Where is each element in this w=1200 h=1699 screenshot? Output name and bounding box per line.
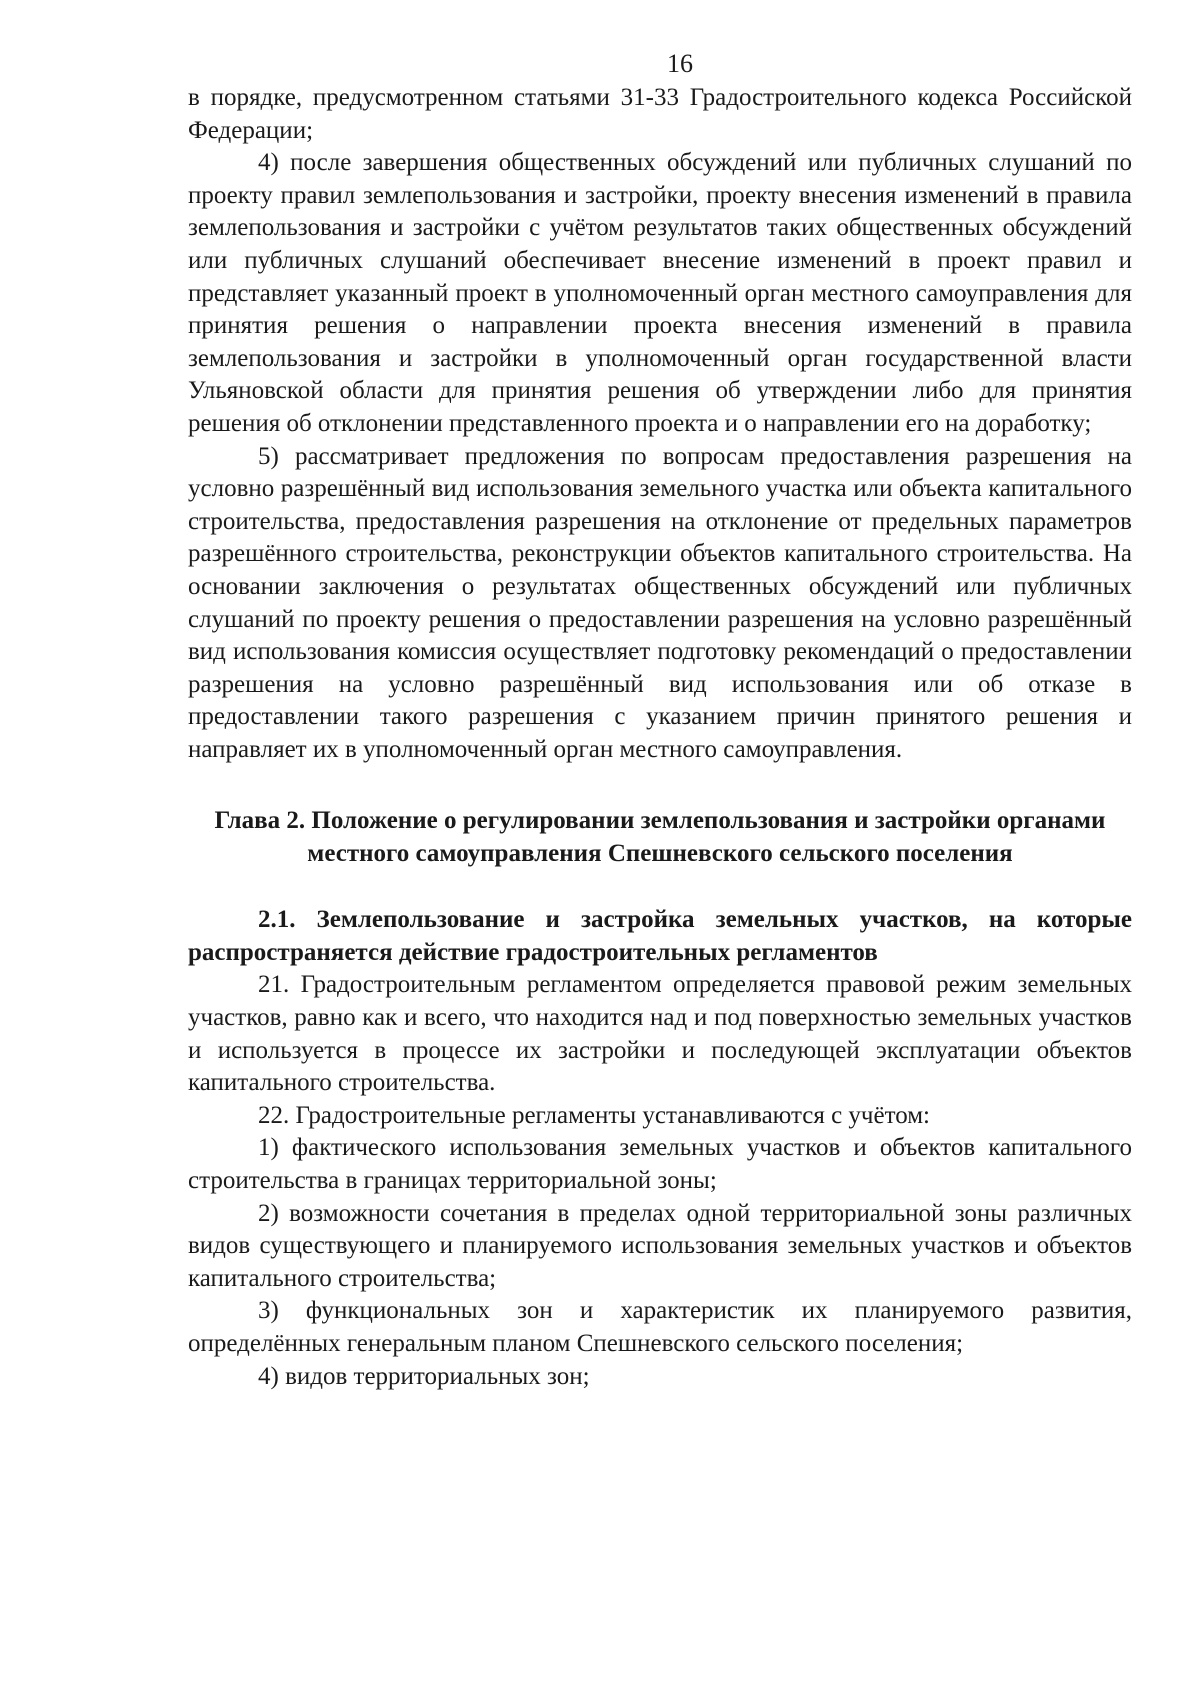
section-title: 2.1. Землепользование и застройка земельных участков, на которые распространяется действие градостроительных регламентов: [188, 906, 1132, 967]
paragraph-item-4: 4) после завершения общественных обсуждений или публичных слушаний по проекту правил землепользования и застройки, проекту внесения изменений в правила землепользования и застройки с учётом результатов таких общественных обсуждений или публичных слушаний обеспечивает внесение изменений в проект правил и представляет указанный проект в уполномоченный орган местного самоуправления для принятия решения о направлении проекта внесения изменений в правила землепользования и застройки в уполномоченный орган государственной власти Ульяновской области для принятия решения об утверждении либо для принятия решения об отклонении представленного проекта и о направлении его на доработку;: [188, 149, 1132, 437]
paragraph-22: 22. Градостроительные регламенты устанавливаются с учётом:: [258, 1101, 930, 1129]
list-item-1: 1) фактического использования земельных участков и объектов капитального строительства в границах территориальной зоны;: [188, 1134, 1132, 1195]
list-item-4: 4) видов территориальных зон;: [258, 1362, 590, 1390]
document-page: [188, 48, 1132, 1393]
paragraph-21: 21. Градостроительным регламентом определяется правовой режим земельных участков, равно как и всего, что находится над и под поверхностью земельных участков и используется в процессе их застройки и последующей эксплуатации объектов капитального строительства.: [188, 971, 1132, 1097]
paragraph-continuation: в порядке, предусмотренном статьями 31-33 Градостроительного кодекса Российской Федерации;: [188, 84, 1132, 144]
page-number: 16: [667, 49, 693, 78]
list-item-3: 3) функциональных зон и характеристик их планируемого развития, определённых генеральным планом Спешневского сельского поселения;: [188, 1297, 1132, 1357]
paragraph-item-5: 5) рассматривает предложения по вопросам предоставления разрешения на условно разрешённый вид использования земельного участка или объекта капитального строительства, предоставления разрешения на отклонение от предельных параметров разрешённого строительства, реконструкции объектов капитального строительства. На основании заключения о результатах общественных обсуждений или публичных слушаний по проекту решения о предоставлении разрешения на условно разрешённый вид использования комиссия осуществляет подготовку рекомендаций о предоставлении разрешения на условно разрешённый вид использования или об отказе в предоставлении такого разрешения с указанием причин принятого решения и направляет их в уполномоченный орган местного самоуправления.: [188, 442, 1132, 763]
chapter-title: Глава 2. Положение о регулировании землепользования и застройки органами местного самоуправления Спешневского сельского поселения: [214, 807, 1106, 868]
list-item-2: 2) возможности сочетания в пределах одной территориальной зоны различных видов существующего и планируемого использования земельных участков и объектов капитального строительства;: [188, 1199, 1132, 1292]
